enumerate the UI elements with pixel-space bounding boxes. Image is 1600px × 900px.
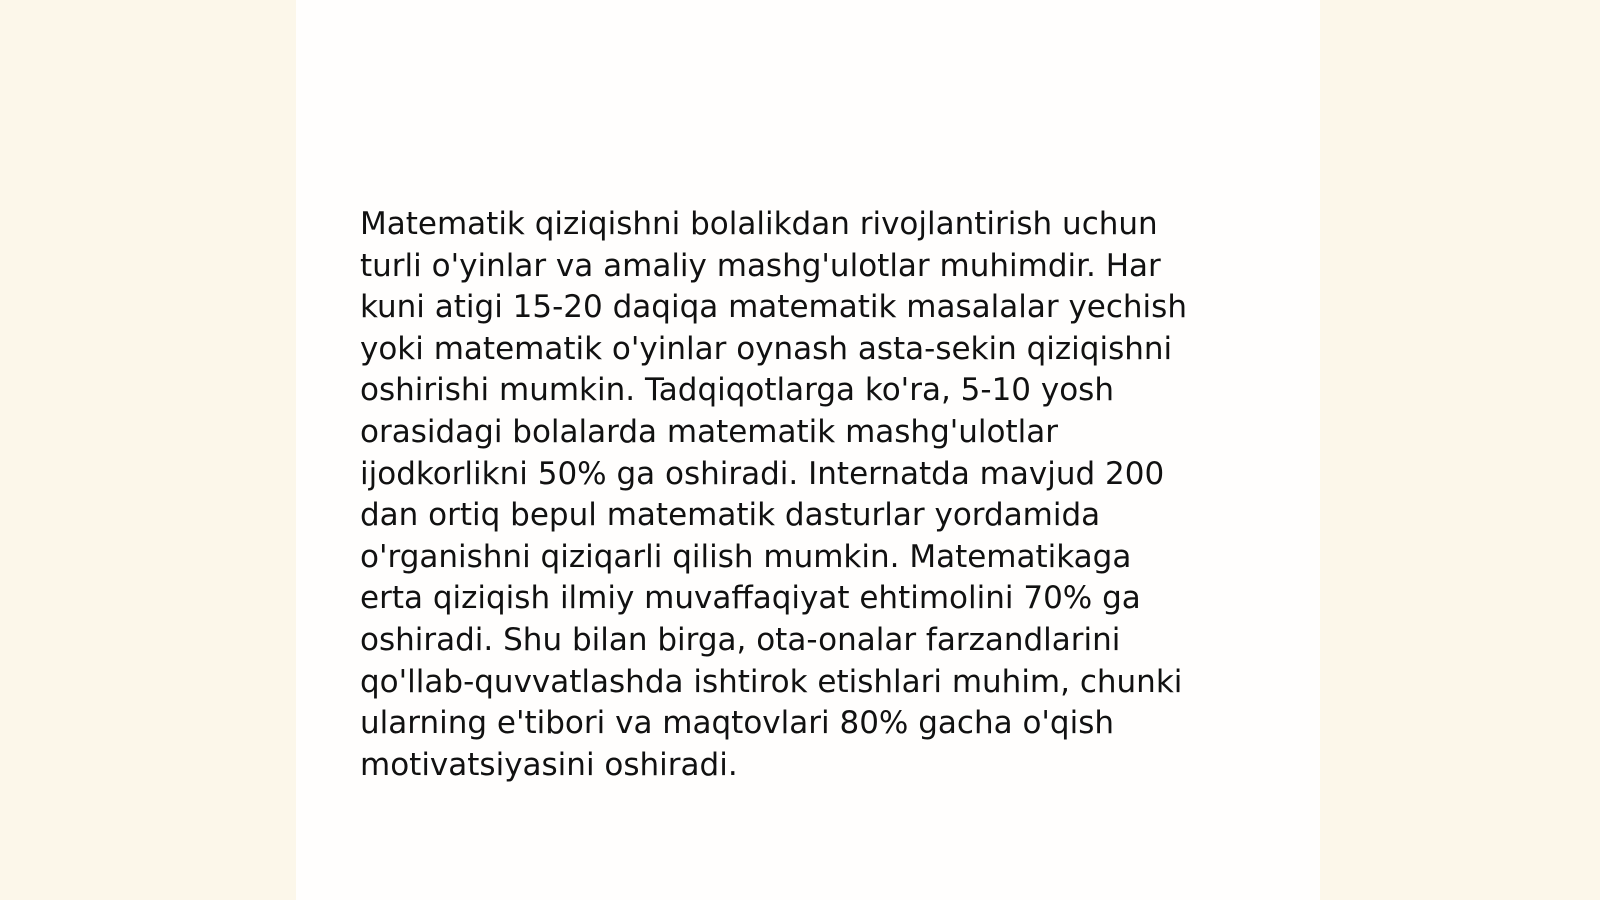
text-line-7: ijodkorlikni 50% ga oshiradi. Internatda mavjud 200	[360, 455, 1165, 492]
text-line-9: o'rganishni qiziqarli qilish mumkin. Matematikaga	[360, 538, 1132, 575]
text-line-11: oshiradi. Shu bilan birga, ota-onalar farzandlarini	[360, 621, 1121, 658]
text-line-12: qo'llab-quvvatlashda ishtirok etishlari muhim, chunki	[360, 663, 1183, 700]
body-paragraph	[360, 204, 1240, 786]
text-line-6: orasidagi bolalarda matematik mashg'ulotlar	[360, 413, 1058, 450]
text-line-10: erta qiziqish ilmiy muvaffaqiyat ehtimolini 70% ga	[360, 580, 1141, 617]
text-line-3: kuni atigi 15-20 daqiqa matematik masalalar yechish	[360, 289, 1187, 326]
text-line-4: yoki matematik o'yinlar oynash asta-sekin qiziqishni	[360, 330, 1173, 367]
text-line-1: Matematik qiziqishni bolalikdan rivojlantirish uchun	[360, 206, 1158, 242]
text-line-5: oshirishi mumkin. Tadqiqotlarga ko'ra, 5-10 yosh	[360, 372, 1114, 409]
text-line-2: turli o'yinlar va amaliy mashg'ulotlar muhimdir. Har	[360, 247, 1161, 284]
text-line-13: ularning e'tibori va maqtovlari 80% gacha o'qish	[360, 705, 1115, 742]
text-line-8: dan ortiq bepul matematik dasturlar yordamida	[360, 497, 1101, 534]
text-line-14: motivatsiyasini oshiradi.	[360, 746, 738, 783]
text-panel	[296, 0, 1320, 900]
